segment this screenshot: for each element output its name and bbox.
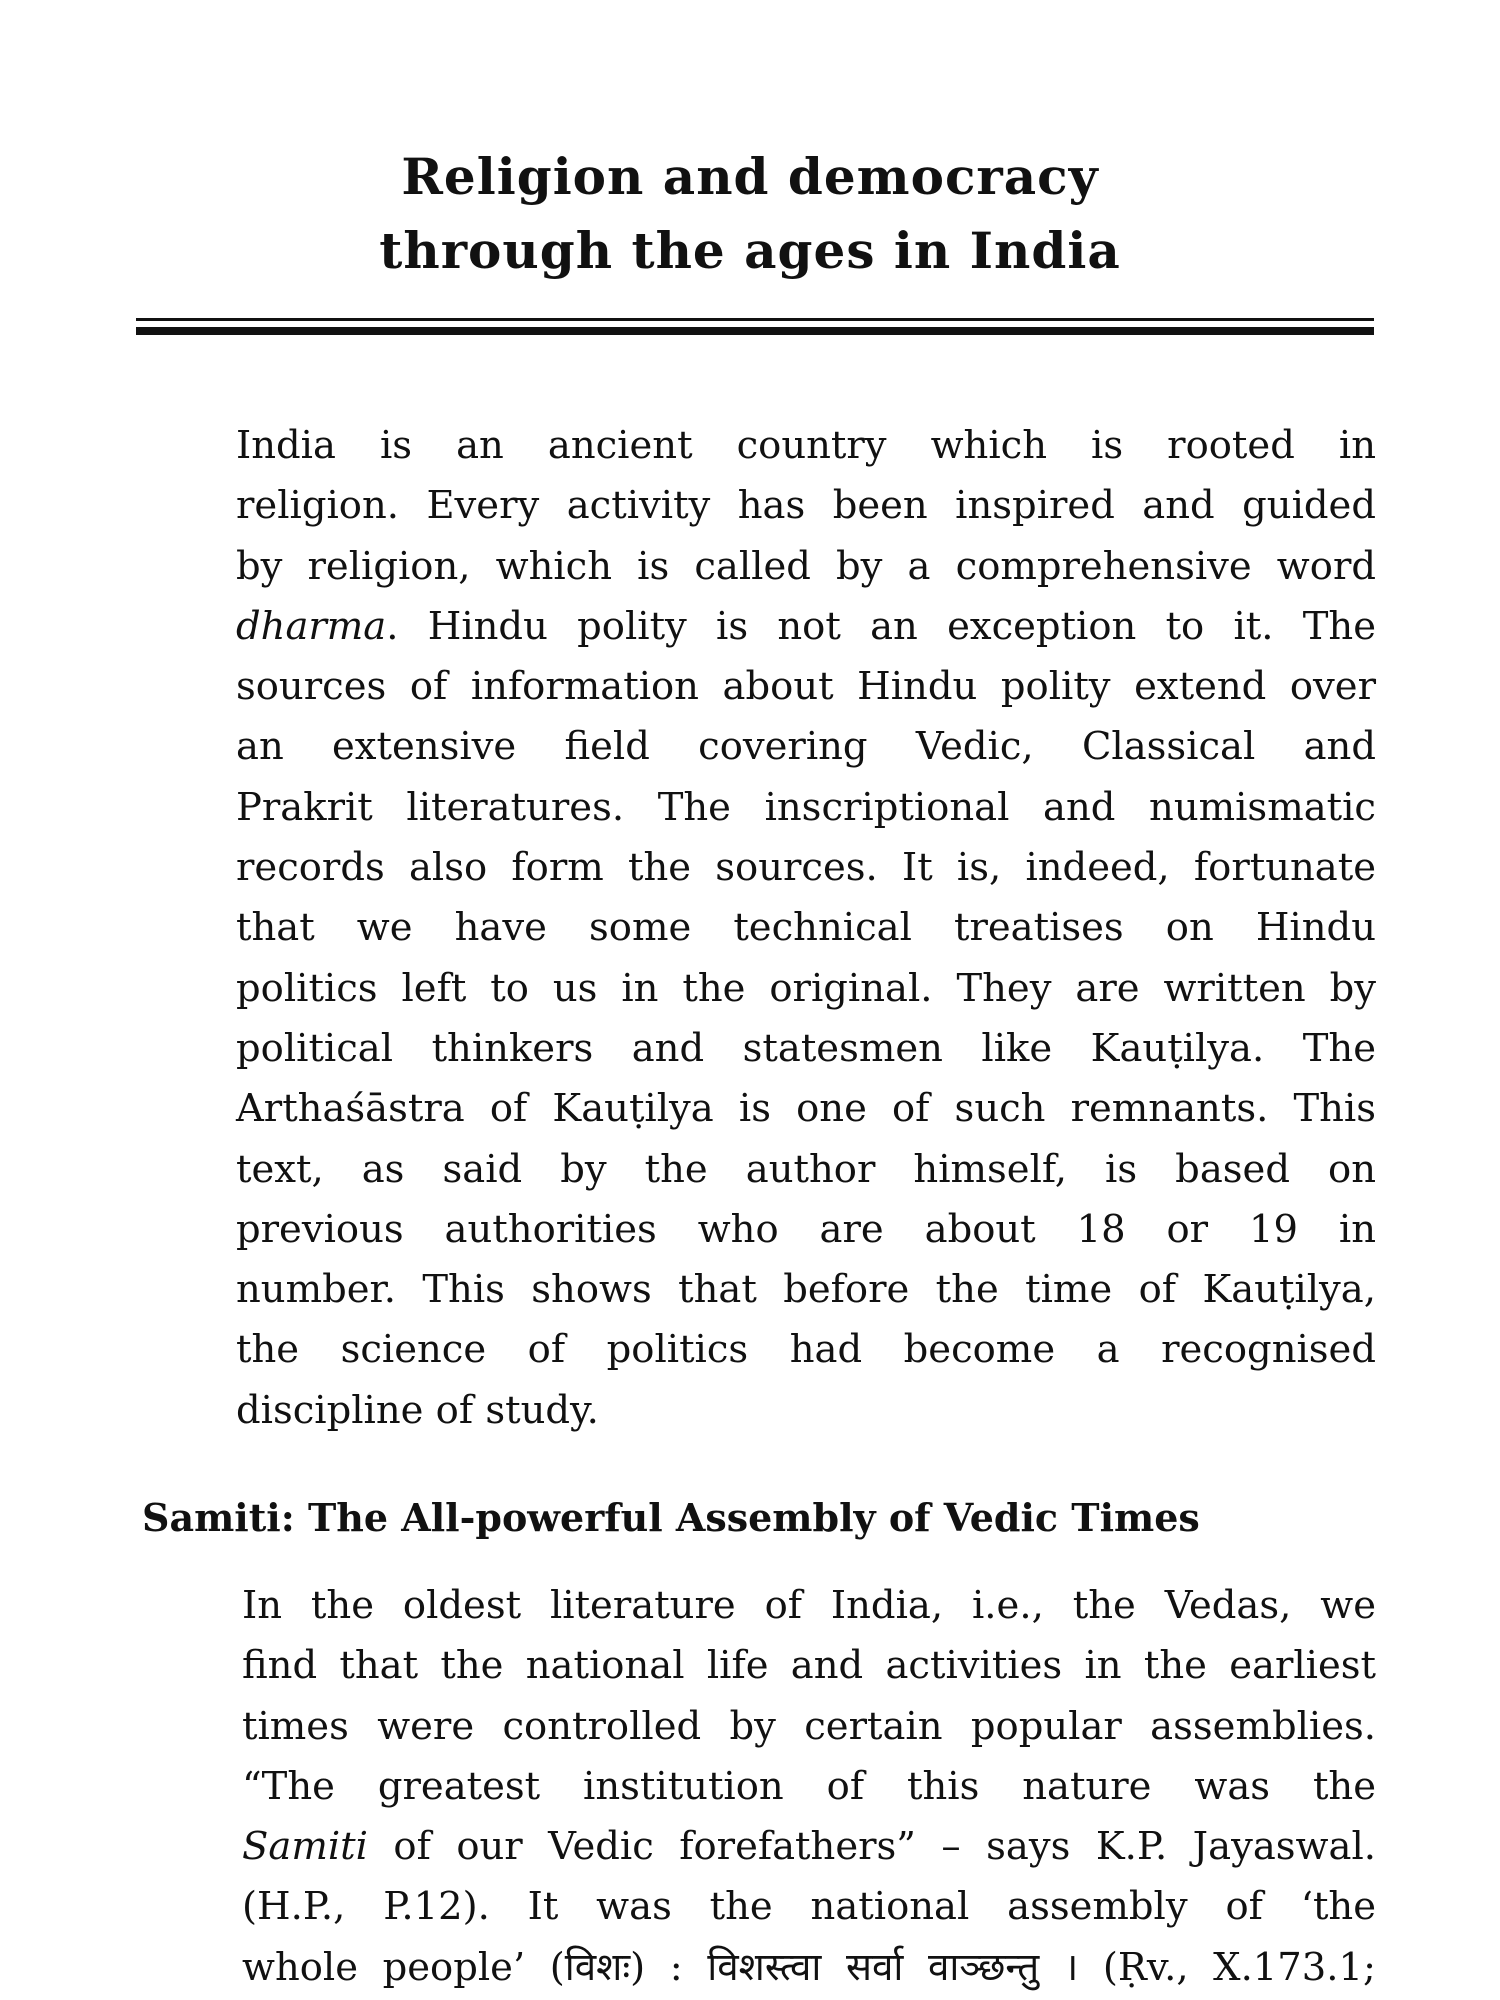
text-line	[146, 1817, 1376, 1877]
text-line: Arthaśāstra of Kauṭilya is one of such remnants. This	[236, 1086, 1376, 1132]
samiti-paragraph	[146, 1576, 1376, 1998]
text-line: times were controlled by certain popular assemblies.	[242, 1703, 1376, 1749]
text-line: by religion, which is called by a comprehensive word	[236, 543, 1376, 589]
samiti-term: Samiti	[242, 1824, 368, 1870]
intro-paragraph	[140, 416, 1376, 1441]
text-line: politics left to us in the original. They are written by	[236, 965, 1376, 1011]
chapter-title-line-1: Religion and democracy	[401, 147, 1099, 206]
text-fragment: . Hindu polity is not an exception to it. The	[386, 603, 1376, 649]
text-line: (H.P., P.12). It was the national assembly of ‘the	[242, 1884, 1376, 1930]
text-line: that we have some technical treatises on Hindu	[236, 905, 1376, 951]
text-line	[140, 597, 1376, 657]
text-line: Prakrit literatures. The inscriptional and numismatic	[236, 784, 1376, 830]
dharma-term: dharma	[236, 603, 387, 649]
text-line: “The greatest institution of this nature was the	[242, 1763, 1376, 1809]
title-rule-thin	[136, 318, 1374, 321]
text-line: an extensive field covering Vedic, Classical and	[236, 724, 1376, 770]
text-line: previous authorities who are about 18 or 19 in	[236, 1206, 1376, 1252]
text-line: find that the national life and activities in the earliest	[242, 1643, 1376, 1689]
text-line: the science of politics had become a recognised	[236, 1327, 1376, 1373]
chapter-title	[0, 140, 1500, 288]
text-line: India is an ancient country which is rooted in	[236, 423, 1376, 468]
text-line: whole people’ (विशः) : विशस्त्वा सर्वा वाञ्छन्तु । (Ṛv., X.173.1;	[242, 1944, 1376, 1990]
text-line: political thinkers and statesmen like Kauṭilya. The	[236, 1025, 1376, 1071]
text-line: sources of information about Hindu polity extend over	[236, 664, 1376, 710]
text-fragment: of our Vedic forefathers” – says K.P. Jayaswal.	[367, 1824, 1376, 1870]
chapter-title-line-2: through the ages in India	[379, 221, 1121, 280]
text-line: records also form the sources. It is, indeed, fortunate	[236, 845, 1376, 891]
title-rule-thick	[136, 327, 1374, 335]
text-line: discipline of study.	[236, 1387, 599, 1433]
text-line: number. This shows that before the time of Kauṭilya,	[236, 1267, 1376, 1313]
text-line: text, as said by the author himself, is based on	[236, 1146, 1376, 1192]
text-line: religion. Every activity has been inspired and guided	[236, 483, 1376, 529]
text-line: In the oldest literature of India, i.e., the Vedas, we	[242, 1583, 1376, 1628]
section-heading: Samiti: The All-powerful Assembly of Vedic Times	[142, 1495, 1200, 1540]
